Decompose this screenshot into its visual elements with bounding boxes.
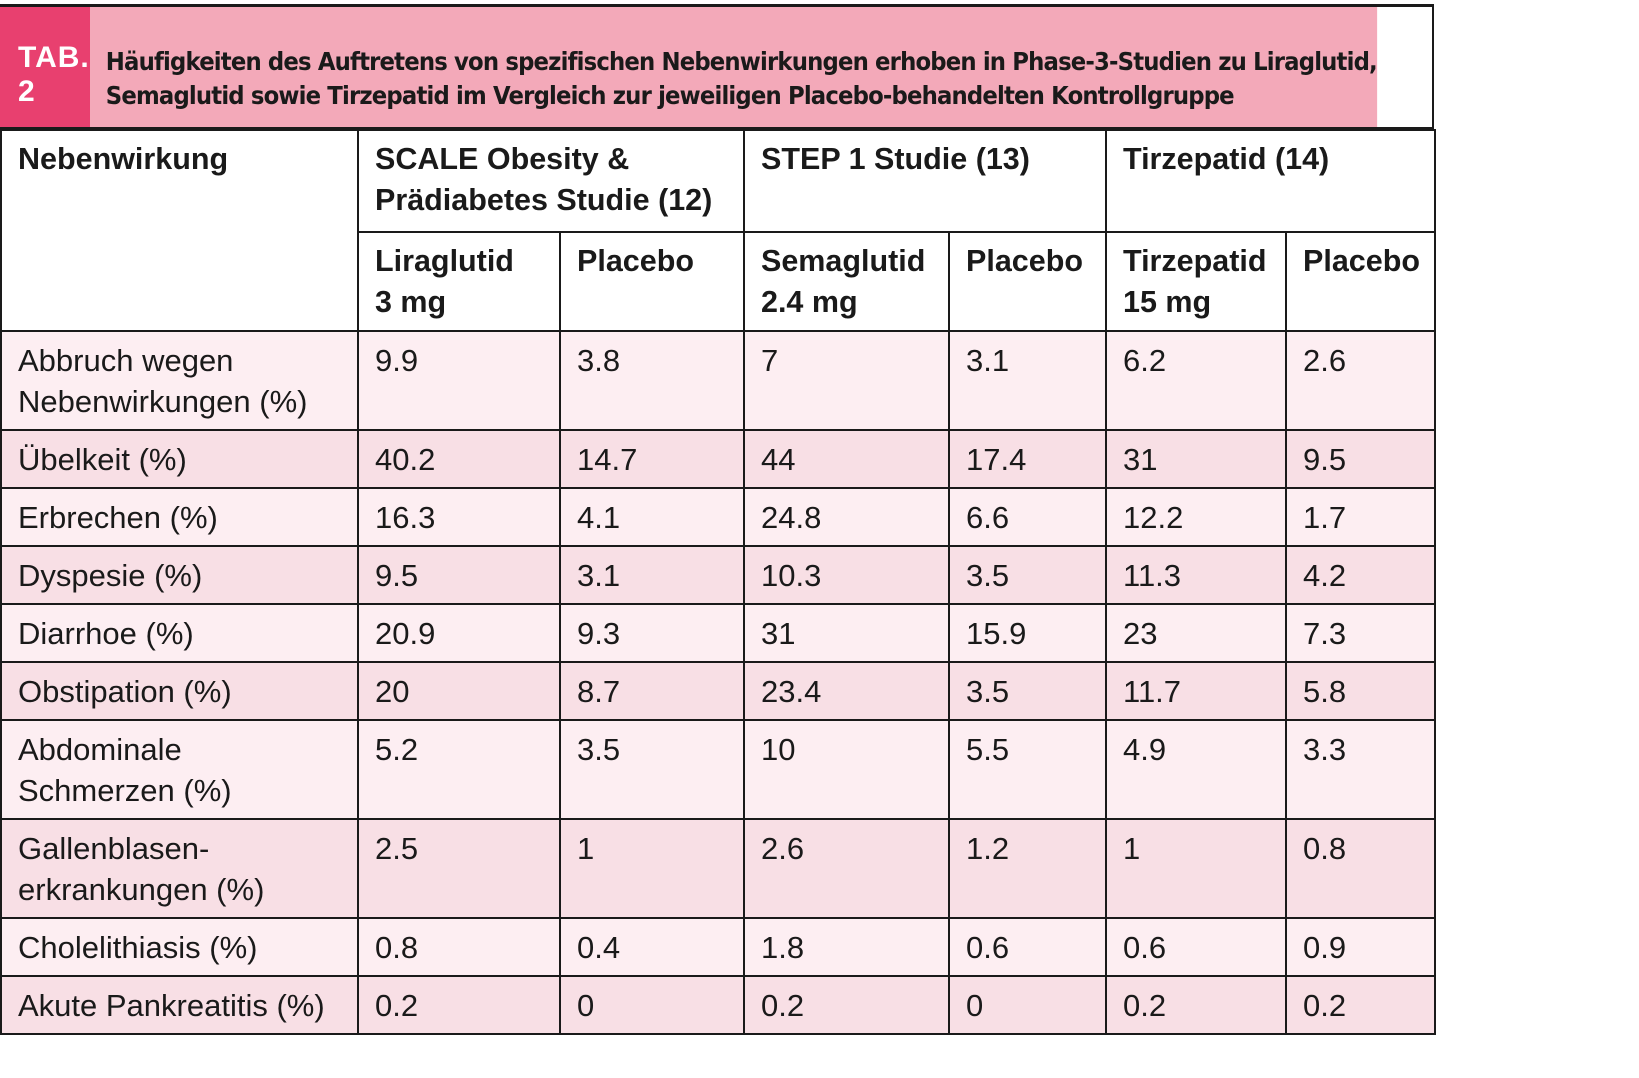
header-arm-placebo-1	[560, 232, 744, 331]
row-label-line1: Cholelithiasis (%)	[18, 930, 258, 965]
table-row	[1, 819, 1435, 918]
row-label-line1: Abdominale	[18, 732, 182, 767]
row-label	[1, 819, 358, 918]
row-label	[1, 546, 358, 604]
table-label-badge: TAB. 2	[0, 7, 90, 127]
table-row	[1, 662, 1435, 720]
row-label-line2: Schmerzen (%)	[18, 773, 232, 808]
value-cell: 10	[744, 720, 949, 819]
value-cell: 0.2	[1286, 976, 1435, 1034]
value-cell: 23.4	[744, 662, 949, 720]
value-cell: 31	[1106, 430, 1286, 488]
row-label	[1, 331, 358, 430]
value-cell: 0.2	[744, 976, 949, 1034]
value-cell: 5.8	[1286, 662, 1435, 720]
value-cell: 3.5	[949, 662, 1106, 720]
value-cell: 0.8	[1286, 819, 1435, 918]
header-arm-placebo-2	[949, 232, 1106, 331]
row-label	[1, 918, 358, 976]
value-cell: 1.2	[949, 819, 1106, 918]
value-cell: 10.3	[744, 546, 949, 604]
value-cell: 5.5	[949, 720, 1106, 819]
value-cell: 1	[560, 819, 744, 918]
value-cell: 0	[949, 976, 1106, 1034]
value-cell: 0.4	[560, 918, 744, 976]
value-cell: 20	[358, 662, 560, 720]
row-label	[1, 662, 358, 720]
value-cell: 1	[1106, 819, 1286, 918]
value-cell: 1.7	[1286, 488, 1435, 546]
value-cell: 40.2	[358, 430, 560, 488]
value-cell: 11.7	[1106, 662, 1286, 720]
value-cell: 0.8	[358, 918, 560, 976]
value-cell: 0.6	[949, 918, 1106, 976]
value-cell: 12.2	[1106, 488, 1286, 546]
value-cell: 15.9	[949, 604, 1106, 662]
caption-line-1: Häufigkeiten des Auftretens von spezifischen Nebenwirkungen erhoben in Phase-3-Studien zu Liraglutid,	[105, 47, 1377, 76]
header-step1-line1: STEP 1 Studie (13)	[761, 142, 1030, 176]
arm-dose: 3 mg	[375, 285, 447, 319]
row-label-line1: Dyspesie (%)	[18, 558, 203, 593]
value-cell: 7.3	[1286, 604, 1435, 662]
row-label-line1: Erbrechen (%)	[18, 500, 218, 535]
value-cell: 2.6	[744, 819, 949, 918]
value-cell: 4.2	[1286, 546, 1435, 604]
header-row-studies	[1, 130, 1435, 232]
table-row	[1, 488, 1435, 546]
arm-label: Placebo	[577, 244, 694, 278]
row-label-line1: Diarrhoe (%)	[18, 616, 194, 651]
header-tirzepatid-study	[1106, 130, 1435, 232]
value-cell: 16.3	[358, 488, 560, 546]
row-label	[1, 976, 358, 1034]
table-row	[1, 976, 1435, 1034]
row-label	[1, 430, 358, 488]
table-header-bar	[0, 7, 1434, 129]
value-cell: 9.3	[560, 604, 744, 662]
side-effects-table	[0, 129, 1436, 1035]
value-cell: 6.6	[949, 488, 1106, 546]
table-row	[1, 604, 1435, 662]
value-cell: 4.9	[1106, 720, 1286, 819]
header-step1-study	[744, 130, 1106, 232]
row-label-line2: Nebenwirkungen (%)	[18, 384, 308, 419]
header-arm-placebo-3	[1286, 232, 1435, 331]
value-cell: 3.5	[949, 546, 1106, 604]
row-label-line1: Übelkeit (%)	[18, 442, 187, 477]
header-arm-tirzepatid	[1106, 232, 1286, 331]
header-arm-semaglutid	[744, 232, 949, 331]
table-row	[1, 546, 1435, 604]
value-cell: 8.7	[560, 662, 744, 720]
table-row	[1, 430, 1435, 488]
value-cell: 0.2	[358, 976, 560, 1034]
value-cell: 6.2	[1106, 331, 1286, 430]
row-label	[1, 604, 358, 662]
value-cell: 3.8	[560, 331, 744, 430]
arm-dose: 15 mg	[1123, 285, 1212, 319]
row-label	[1, 488, 358, 546]
value-cell: 5.2	[358, 720, 560, 819]
value-cell: 23	[1106, 604, 1286, 662]
header-arm-liraglutid	[358, 232, 560, 331]
value-cell: 0	[560, 976, 744, 1034]
row-label-line1: Akute Pankreatitis (%)	[18, 988, 325, 1023]
value-cell: 2.6	[1286, 331, 1435, 430]
caption-line-2: Semaglutid sowie Tirzepatid im Vergleich zur jeweiligen Placebo-behandelten Kontrollgruppe	[105, 81, 1234, 110]
value-cell: 17.4	[949, 430, 1106, 488]
value-cell: 4.1	[560, 488, 744, 546]
header-scale-study	[358, 130, 744, 232]
value-cell: 24.8	[744, 488, 949, 546]
table-figure	[0, 4, 1434, 1035]
value-cell: 20.9	[358, 604, 560, 662]
value-cell: 3.1	[949, 331, 1106, 430]
value-cell: 7	[744, 331, 949, 430]
value-cell: 9.5	[1286, 430, 1435, 488]
arm-label: Placebo	[966, 244, 1083, 278]
header-tirzepatid-line1: Tirzepatid (14)	[1123, 142, 1330, 176]
value-cell: 9.5	[358, 546, 560, 604]
row-label-line2: erkrankungen (%)	[18, 872, 265, 907]
value-cell: 2.5	[358, 819, 560, 918]
value-cell: 31	[744, 604, 949, 662]
value-cell: 0.9	[1286, 918, 1435, 976]
table-row	[1, 918, 1435, 976]
value-cell: 14.7	[560, 430, 744, 488]
value-cell: 44	[744, 430, 949, 488]
arm-label: Liraglutid	[375, 244, 514, 278]
arm-label: Placebo	[1303, 244, 1420, 278]
value-cell: 11.3	[1106, 546, 1286, 604]
header-nebenwirkung: Nebenwirkung	[1, 130, 358, 331]
value-cell: 0.6	[1106, 918, 1286, 976]
table-caption	[90, 7, 1377, 127]
arm-label: Semaglutid	[761, 244, 926, 278]
row-label-line1: Abbruch wegen	[18, 343, 234, 378]
arm-dose: 2.4 mg	[761, 285, 858, 319]
table-row	[1, 720, 1435, 819]
header-scale-line2: Prädiabetes Studie (12)	[375, 183, 713, 217]
value-cell: 3.1	[560, 546, 744, 604]
value-cell: 0.2	[1106, 976, 1286, 1034]
row-label-line1: Gallenblasen-	[18, 831, 210, 866]
value-cell: 3.3	[1286, 720, 1435, 819]
value-cell: 3.5	[560, 720, 744, 819]
value-cell: 1.8	[744, 918, 949, 976]
row-label-line1: Obstipation (%)	[18, 674, 232, 709]
arm-label: Tirzepatid	[1123, 244, 1267, 278]
value-cell: 9.9	[358, 331, 560, 430]
row-label	[1, 720, 358, 819]
table-row	[1, 331, 1435, 430]
header-scale-line1: SCALE Obesity &	[375, 142, 630, 176]
